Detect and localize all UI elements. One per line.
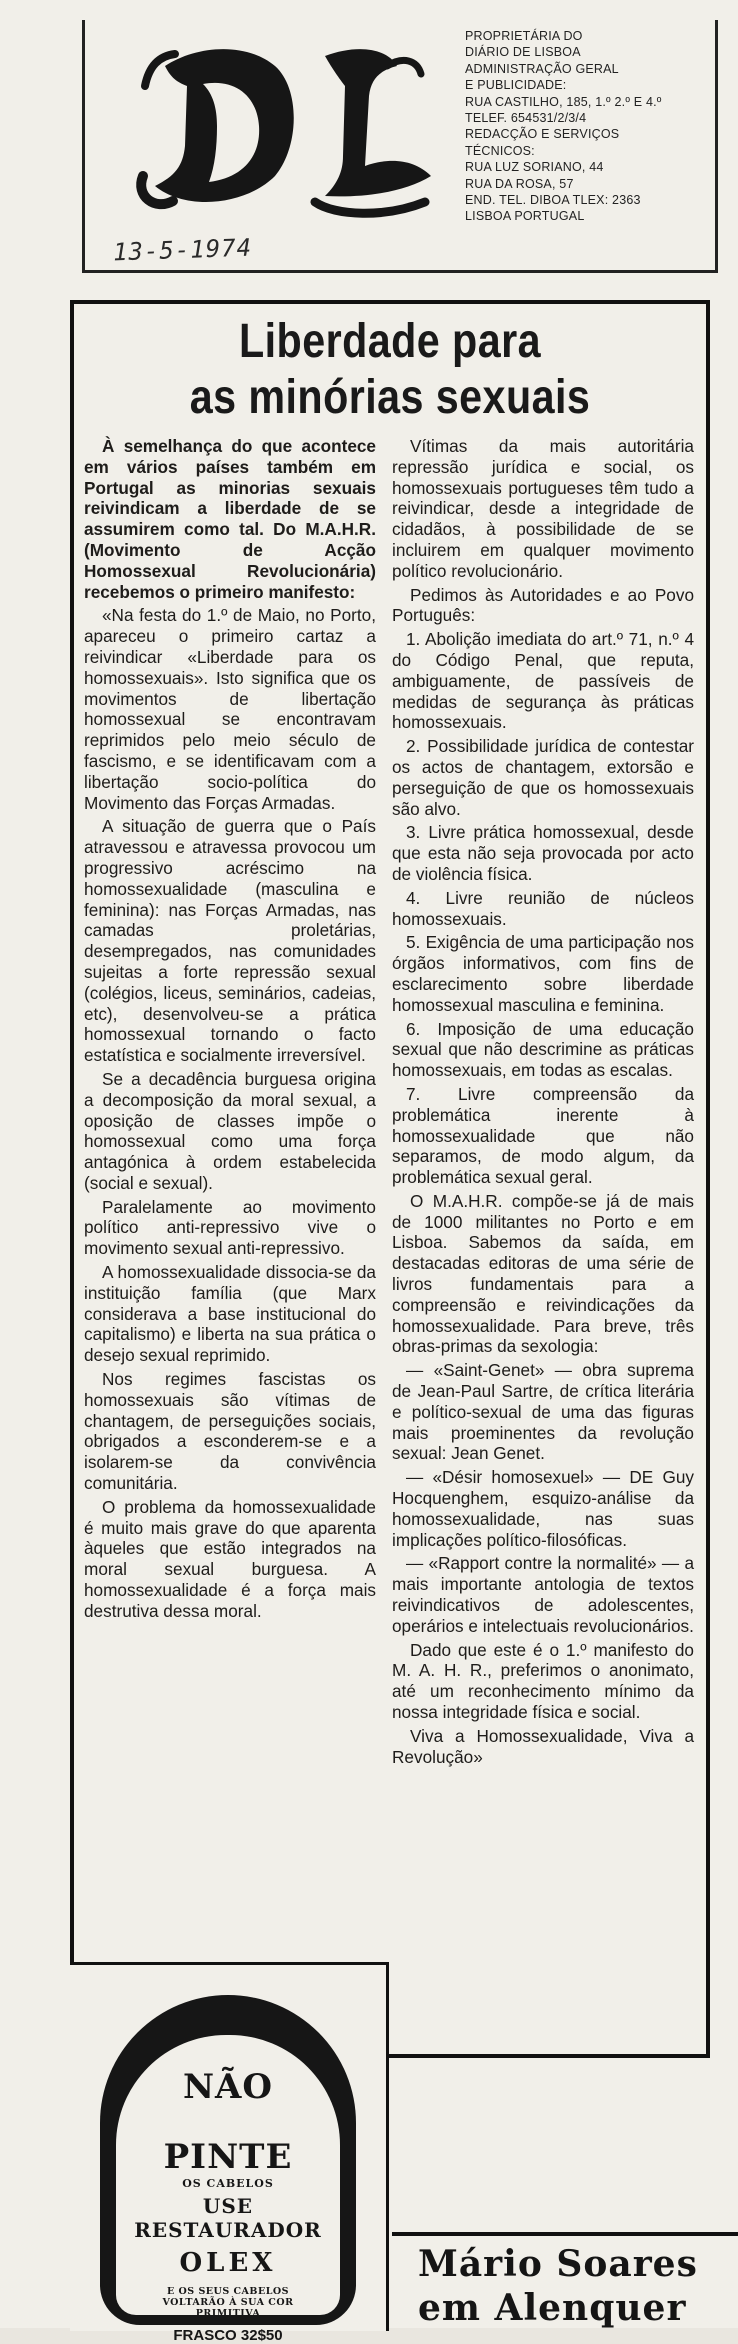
imprint-line: TÉCNICOS: <box>465 143 535 158</box>
imprint-line: DIÁRIO DE LISBOA <box>465 45 581 60</box>
ad-price: FRASCO 32$50 <box>173 2327 283 2344</box>
book-item: — «Saint-Genet» — obra suprema de Jean-Paul Sartre, de crítica literária e político-sexual de uma das figuras mais proeminentes da revolução sexual: Jean Genet. <box>392 1360 694 1464</box>
demand-item: 6. Imposição de uma educação sexual que não descrimine as práticas homossexuais, em todas as escalas. <box>392 1018 694 1081</box>
headline-line: Mário Soares <box>418 2243 698 2285</box>
imprint-line: PROPRIETÁRIA DO <box>465 29 583 43</box>
dl-logo <box>125 26 455 226</box>
imprint-line: LISBOA PORTUGAL <box>465 209 585 224</box>
article-paragraph: Nos regimes fascistas os homossexuais são vítimas de chantagem, de perseguições sociais, obrigados a esconderem-se e a isolarem-se da convivência comunitária. <box>84 1369 376 1494</box>
ad-line: OS CABELOS <box>182 2177 274 2190</box>
article-paragraph: Dado que este é o 1.º manifesto do M. A. H. R., preferimos o anonimato, até um reconhecimento mínimo da nossa integridade física e social. <box>392 1639 694 1723</box>
headline-line: as minórias sexuais <box>189 371 591 424</box>
article-paragraph: Pedimos às Autoridades e ao Povo Português: <box>392 584 694 626</box>
imprint-line: E PUBLICIDADE: <box>465 78 567 93</box>
imprint-line: ADMINISTRAÇÃO GERAL <box>465 61 619 76</box>
ad-content <box>116 2035 340 2344</box>
imprint-line: END. TEL. DIBOA TLEX: 2363 <box>465 193 641 208</box>
demand-item: 1. Abolição imediata do art.º 71, n.º 4 do Código Penal, que reputa, ambiguamente, de passíveis de medidas de segurança às práticas homossexuais. <box>392 629 694 733</box>
demand-item: 7. Livre compreensão da problemática inerente à homossexualidade que não separamos, de modo algum, da problemática sexual geral. <box>392 1083 694 1188</box>
ad-line: USE RESTAURADOR <box>134 2194 322 2242</box>
article-column-left <box>84 436 376 1625</box>
article-paragraph: O problema da homossexualidade é muito mais grave do que aparenta àqueles que estão integrados na moral sexual burguesa. A homossexualidade é a força mais destrutiva dessa moral. <box>84 1496 376 1621</box>
imprint-line: TELEF. 654531/2/3/4 <box>465 111 587 126</box>
imprint-block <box>465 28 705 225</box>
masthead <box>82 20 718 273</box>
imprint-line: RUA LUZ SORIANO, 44 <box>465 160 604 175</box>
imprint-line: RUA CASTILHO, 185, 1.º 2.º E 4.º <box>465 94 662 109</box>
demand-item: 5. Exigência de uma participação nos órgãos informativos, com fins de esclarecimento sobre liberdade homossexual masculina e feminina. <box>392 932 694 1015</box>
ad-brand: OLEX <box>179 2248 277 2278</box>
demand-item: 2. Possibilidade jurídica de contestar os actos de chantagem, extorsão e perseguição de que os homossexuais são alvo. <box>392 736 694 819</box>
article-column-right <box>392 436 694 1770</box>
book-item: — «Désir homosexuel» — DE Guy Hocquenghem, esquizo-análise da homossexualidade, nas suas implicações político-filosóficas. <box>392 1467 694 1550</box>
ad-line: NÃO <box>182 2067 274 2107</box>
ad-tagline: E OS SEUS CABELOS VOLTARÃO À SUA COR PRIMITIVA <box>162 2286 294 2319</box>
imprint-line: RUA DA ROSA, 57 <box>465 176 574 191</box>
demand-item: 3. Livre prática homossexual, desde que esta não seja provocada por acto de violência física. <box>392 822 694 884</box>
article-paragraph: O M.A.H.R. compõe-se já de mais de 1000 militantes no Porto e em Lisboa. Sabemos da saída, em destacadas editoras de uma série de livros fundamentais para a compreensão e reivindicações da homossexualidade. Para breve, três obras-primas da sexologia: <box>392 1190 694 1357</box>
hair-restorer-ad <box>70 1962 389 2344</box>
article-headline <box>118 314 662 426</box>
article-paragraph: Paralelamente ao movimento político anti-repressivo vive o movimento sexual anti-repressivo. <box>84 1196 376 1259</box>
ad-frame <box>100 1995 356 2344</box>
article-paragraph: «Na festa do 1.º de Maio, no Porto, apareceu o primeiro cartaz a reivindicar «Liberdade para os homossexuais». Isto significa que os movimentos de libertação homossexual se encontravam reprimidos pelo meio século de fascismo, e se identificavam com a libertação socio-política do Movimento das Forças Armadas. <box>84 605 376 813</box>
imprint-line: REDACÇÃO E SERVIÇOS <box>465 127 620 142</box>
article-paragraph: A homossexualidade dissocia-se da instituição família (que Marx considerava a base institucional do capitalismo) e liberta na sua prática o desejo sexual reprimido. <box>84 1262 376 1366</box>
article-paragraph: Se a decadência burguesa origina a decomposição da moral sexual, a oposição de classes impõe o homossexual como uma força antagónica à ordem estabelecida (social e sexual). <box>84 1068 376 1193</box>
headline-line: Liberdade para <box>239 315 541 368</box>
ad-line: PINTE <box>163 2137 293 2177</box>
book-item: — «Rapport contre la normalité» — a mais importante antologia de textos reivindicativos de adolescentes, operários e intelectuais revolucionários. <box>392 1553 694 1636</box>
handwritten-date: 13-5-1974 <box>112 233 253 267</box>
demand-item: 4. Livre reunião de núcleos homossexuais. <box>392 887 694 929</box>
article-paragraph: A situação de guerra que o País atravessou e atravessa provocou um progressivo acréscimo na homossexualidade (masculina e feminina): nas Forças Armadas, nas camadas proletárias, desempregados, nas comunidades sujeitas a forte repressão sexual (colégios, liceus, seminários, cadeias, etc), desenvolveu-se a prática homossexual tornando o facto estatística e socialmente irreversível. <box>84 816 376 1066</box>
article-paragraph: Vítimas da mais autoritária repressão jurídica e social, os homossexuais portugueses têm tudo a reivindicar, desde a integridade de cidadãos, à possibilidade de se incluirem em qualquer movimento político revolucionário. <box>392 436 694 581</box>
article-slogan: Viva a Homossexualidade, Viva a Revolução» <box>392 1725 694 1767</box>
headline-line: em Alenquer <box>418 2287 687 2329</box>
article-box <box>70 300 710 2058</box>
article-lead: À semelhança do que acontece em vários países também em Portugal as minorias sexuais reivindicam a liberdade de se assumirem como tal. Do M.A.H.R. (Movimento de Acção Homossexual Revolucionária) recebemos o primeiro manifesto: <box>84 436 376 602</box>
next-article-headline <box>392 2232 738 2330</box>
